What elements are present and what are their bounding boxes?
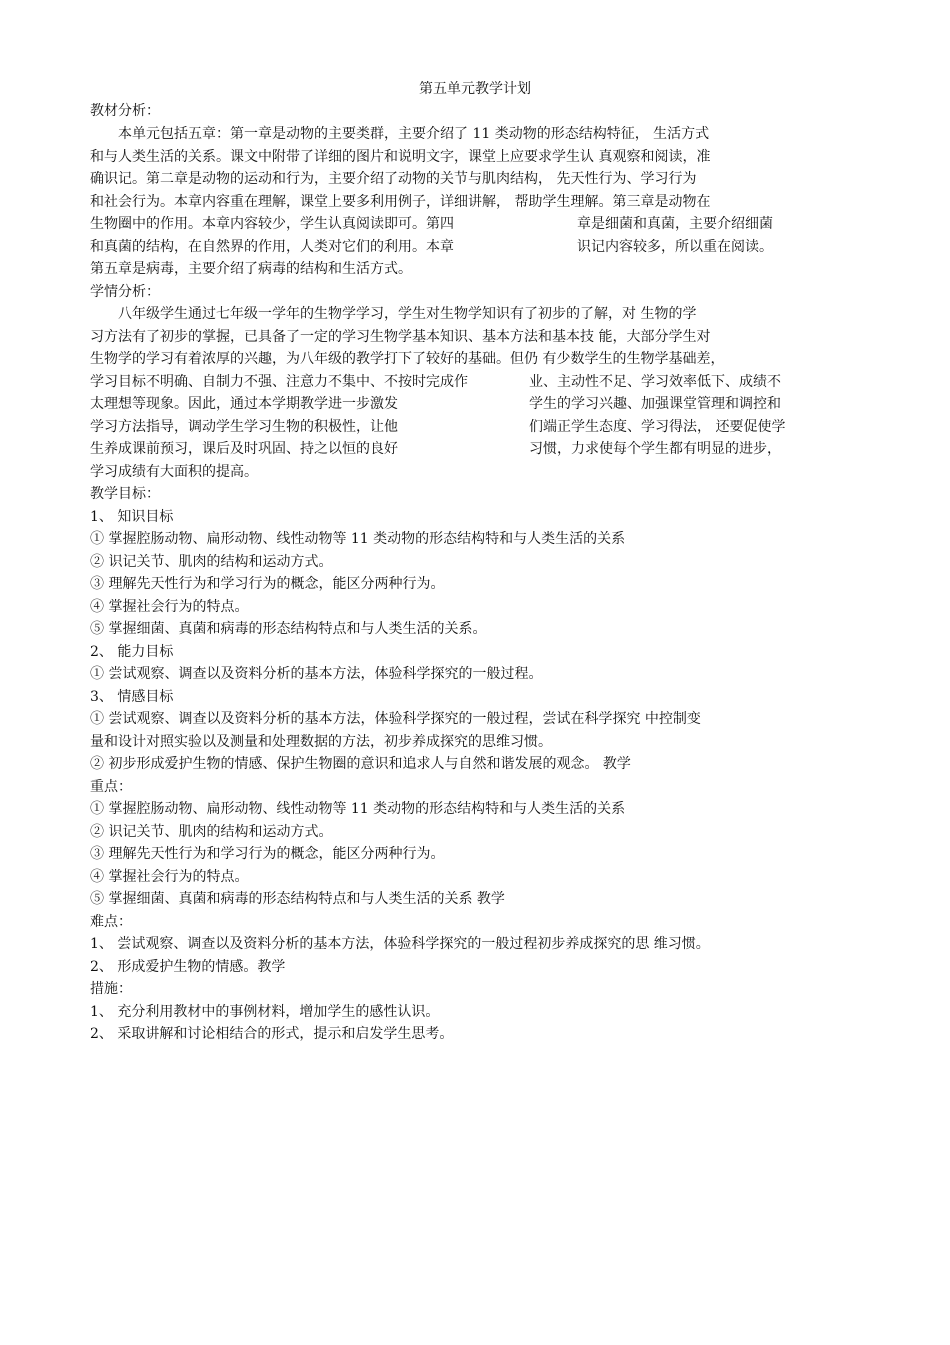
goals-line: ① 尝试观察、调查以及资料分析的基本方法，体验科学探究的一般过程，尝试在科学探究 中控制变	[90, 711, 701, 727]
students-line: 生养成课前预习，课后及时巩固、持之以恒的良好	[90, 441, 398, 457]
goals-line: 3、 情感目标	[90, 688, 174, 705]
difficulties-line: 1、 尝试观察、调查以及资料分析的基本方法，体验科学探究的一般过程初步养成探究的思 维习惯。	[90, 936, 710, 952]
students-line: 习惯，力求使每个学生都有明显的进步，	[529, 441, 781, 457]
measures-line: 2、 采取讲解和讨论相结合的形式，提示和启发学生思考。	[90, 1026, 454, 1042]
key-points-line: ⑤ 掌握细菌、真菌和病毒的形态结构特点和与人类生活的关系 教学	[90, 891, 505, 907]
material-line: 生物圈中的作用。本章内容较少，学生认真阅读即可。第四	[90, 216, 454, 232]
goals-line: 2、 能力目标	[90, 643, 174, 660]
goals-line: ① 尝试观察、调查以及资料分析的基本方法，体验科学探究的一般过程。	[90, 666, 543, 682]
goals-line: ③ 理解先天性行为和学习行为的概念，能区分两种行为。	[90, 576, 445, 592]
section-heading-goals: 教学目标：	[90, 486, 160, 502]
goals-line: ① 掌握腔肠动物、扁形动物、线性动物等 11 类动物的形态结构特和与人类生活的关系	[90, 531, 626, 547]
key-points-line: ① 掌握腔肠动物、扁形动物、线性动物等 11 类动物的形态结构特和与人类生活的关系	[90, 801, 626, 817]
students-line: 学生的学习兴趣、加强课堂管理和调控和	[529, 396, 781, 412]
students-line: 们端正学生态度、学习得法， 还要促使学	[529, 418, 786, 435]
students-line: 学习成绩有大面积的提高。	[90, 463, 258, 480]
section-heading-key-points: 重点：	[90, 778, 132, 795]
students-line: 生物学的学习有着浓厚的兴趣，为八年级的教学打下了较好的基础。但仍 有少数学生的生物学基础差，	[90, 351, 725, 367]
material-line: 和与人类生活的关系。课文中附带了详细的图片和说明文字，课堂上应要求学生认 真观察和阅读，准	[90, 148, 711, 165]
goals-line: ② 初步形成爱护生物的情感、保护生物圈的意识和追求人与自然和谐发展的观念。 教学	[90, 756, 631, 772]
students-line: 学习目标不明确、自制力不强、注意力不集中、不按时完成作	[90, 373, 468, 390]
students-line: 八年级学生通过七年级一学年的生物学学习，学生对生物学知识有了初步的了解，对 生物的学	[118, 306, 697, 322]
section-heading-material: 教材分析：	[90, 103, 160, 119]
material-line: 和真菌的结构，在自然界的作用，人类对它们的利用。本章	[90, 238, 454, 255]
key-points-line: ④ 掌握社会行为的特点。	[90, 868, 249, 885]
goals-line: ② 识记关节、肌肉的结构和运动方式。	[90, 553, 333, 570]
students-line: 习方法有了初步的掌握，已具备了一定的学习生物学基本知识、基本方法和基本技 能，大部分学生对	[90, 328, 711, 345]
students-line: 业、主动性不足、学习效率低下、成绩不	[529, 373, 781, 390]
goals-line: 1、 知识目标	[90, 508, 174, 525]
goals-line: 量和设计对照实验以及测量和处理数据的方法，初步养成探究的思维习惯。	[90, 733, 552, 750]
students-line: 太理想等现象。因此，通过本学期教学进一步激发	[90, 396, 398, 412]
key-points-line: ③ 理解先天性行为和学习行为的概念，能区分两种行为。	[90, 846, 445, 862]
key-points-line: ② 识记关节、肌肉的结构和运动方式。	[90, 823, 333, 840]
difficulties-line: 2、 形成爱护生物的情感。教学	[90, 958, 286, 975]
goals-line: ④ 掌握社会行为的特点。	[90, 598, 249, 615]
material-line: 和社会行为。本章内容重在理解，课堂上要多利用例子，详细讲解， 帮助学生理解。第三章是动物在	[90, 193, 711, 210]
material-line: 章是细菌和真菌，主要介绍细菌	[577, 216, 773, 232]
section-heading-difficulties: 难点：	[90, 913, 132, 930]
measures-line: 1、 充分利用教材中的事例材料，增加学生的感性认识。	[90, 1003, 440, 1020]
section-heading-students: 学情分析：	[90, 283, 160, 300]
page-title: 第五单元教学计划	[419, 81, 531, 97]
material-line: 确识记。第二章是动物的运动和行为，主要介绍了动物的关节与肌肉结构， 先天性行为、学习行为	[90, 171, 697, 187]
students-line: 学习方法指导，调动学生学习生物的积极性，让他	[90, 418, 398, 435]
goals-line: ⑤ 掌握细菌、真菌和病毒的形态结构特点和与人类生活的关系。	[90, 621, 487, 637]
section-heading-measures: 措施：	[90, 981, 132, 997]
material-line: 第五章是病毒，主要介绍了病毒的结构和生活方式。	[90, 261, 412, 277]
material-line: 本单元包括五章：第一章是动物的主要类群，主要介绍了 11 类动物的形态结构特征， 生活方式	[118, 126, 710, 142]
material-line: 识记内容较多，所以重在阅读。	[577, 238, 773, 255]
